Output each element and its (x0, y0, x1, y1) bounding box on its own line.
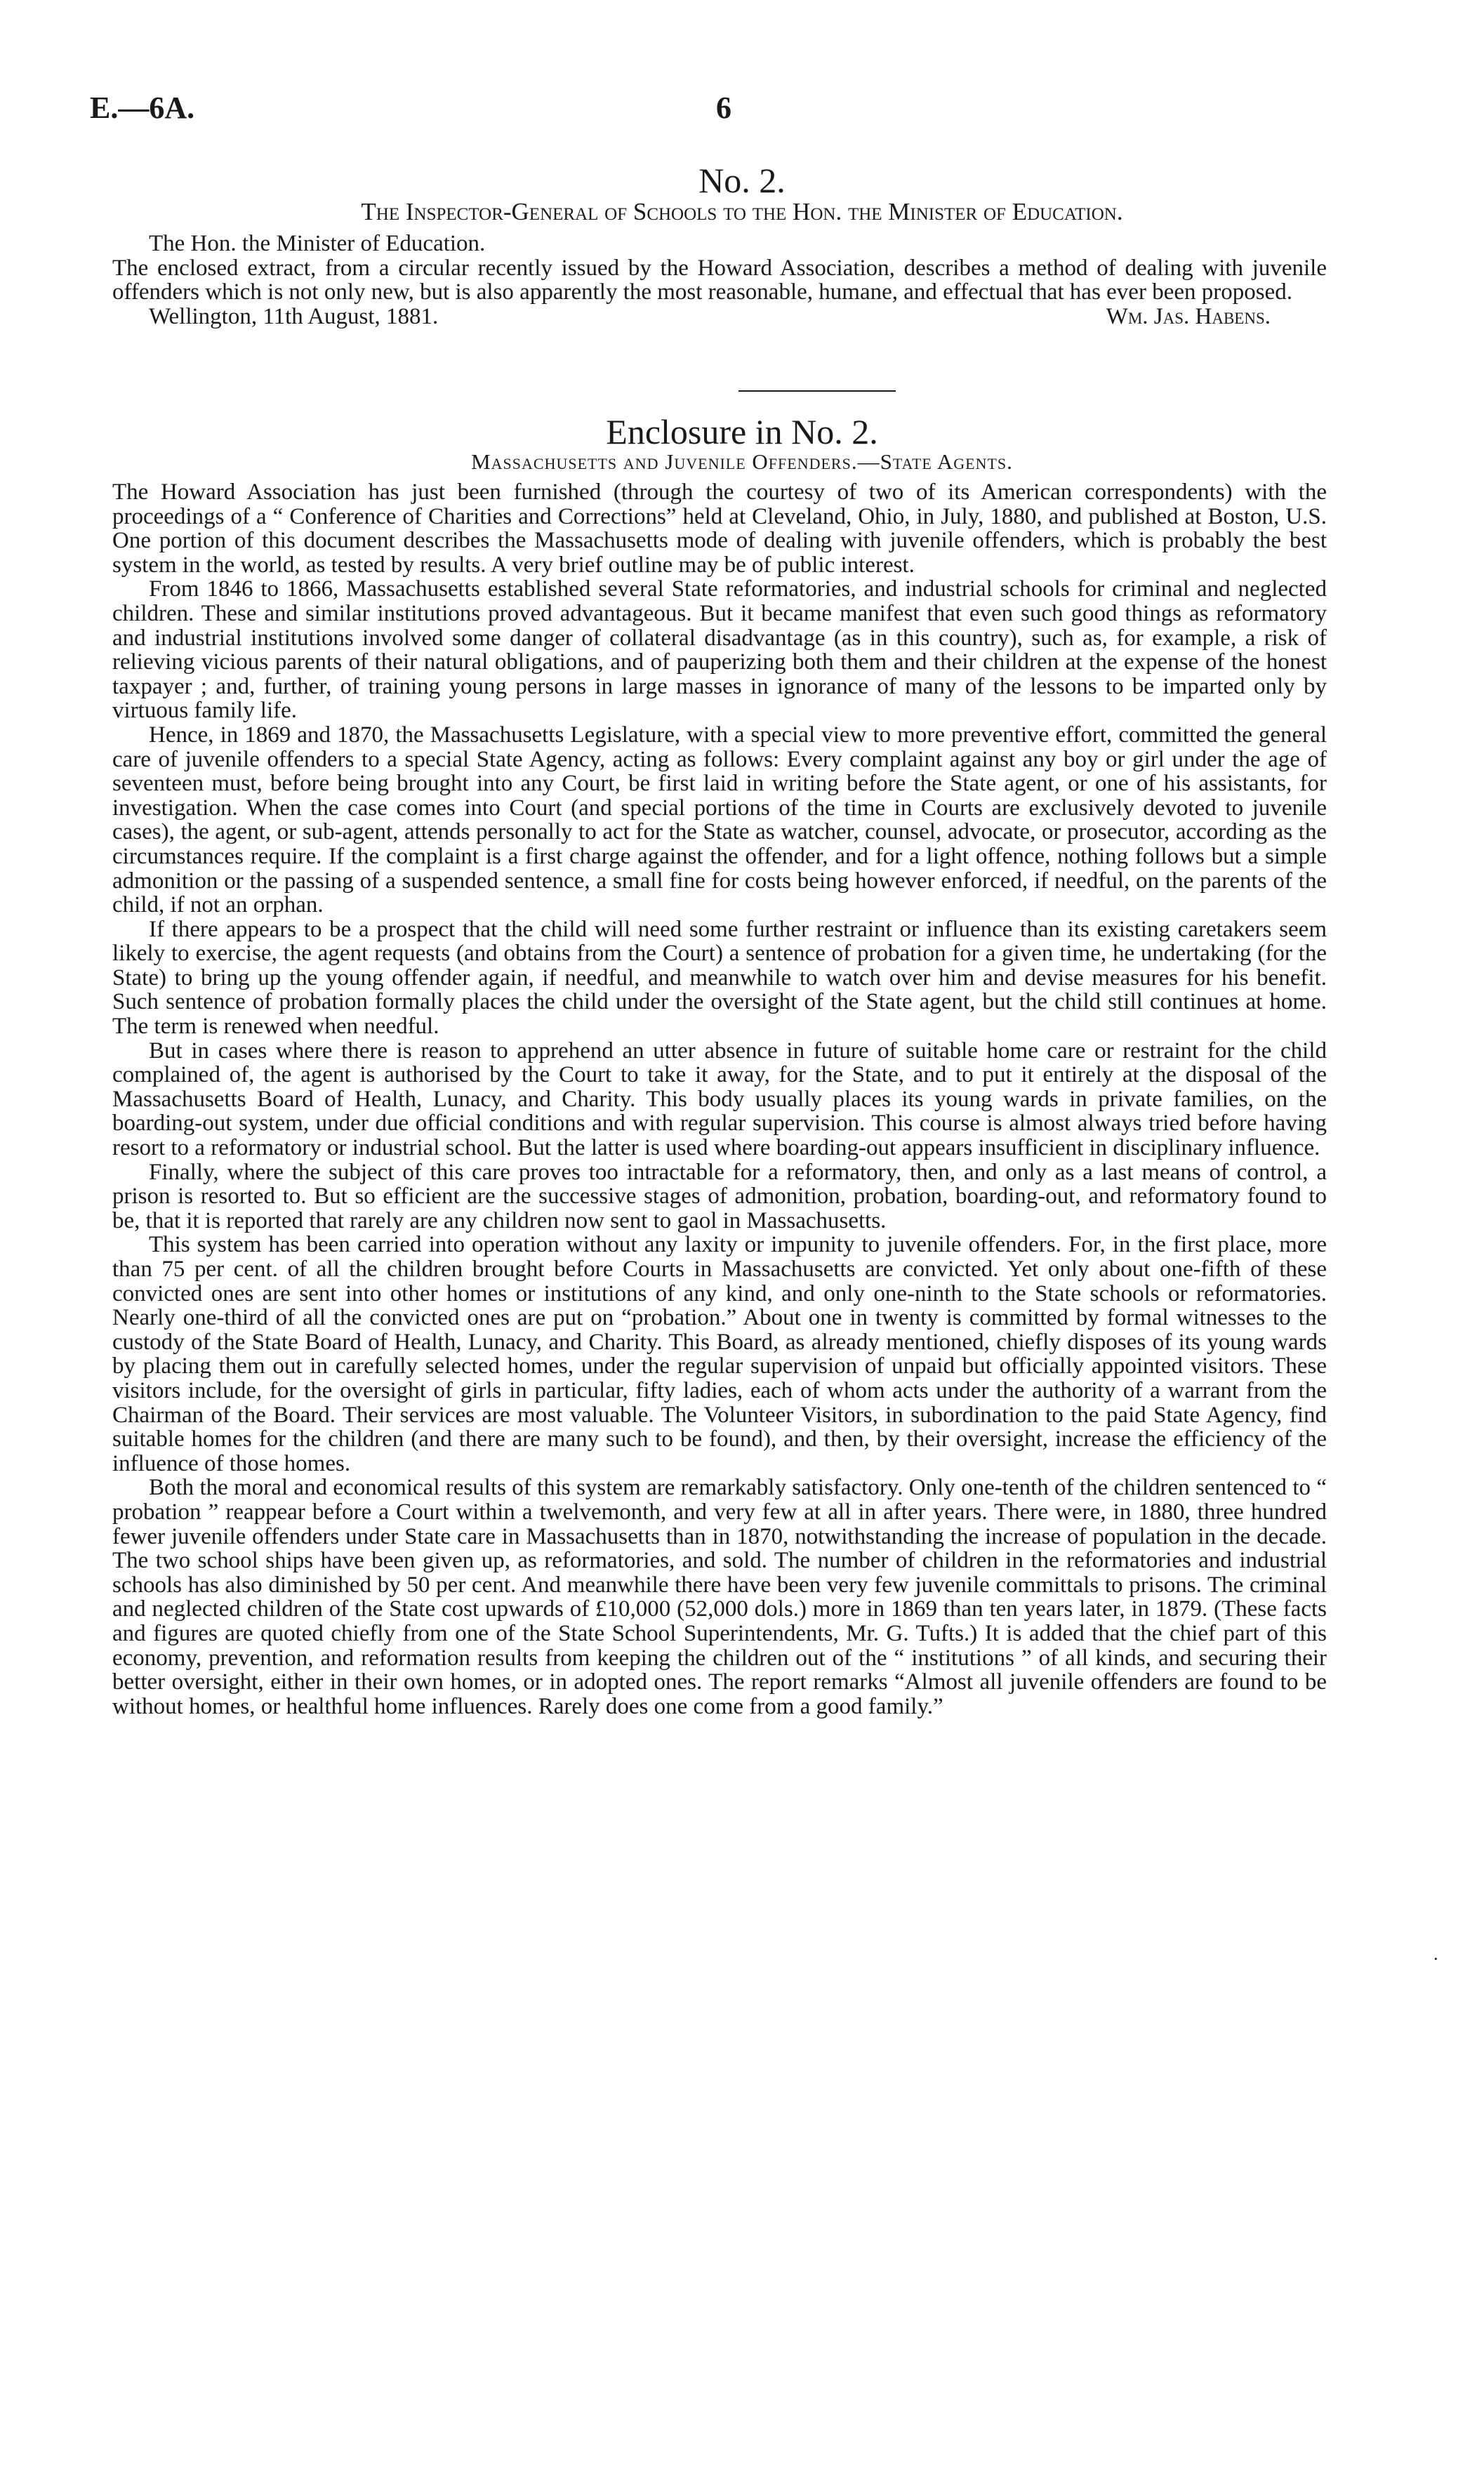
document-reference: E.—6A. (90, 91, 195, 125)
enclosure-title: Enclosure in No. 2. (606, 412, 878, 451)
enclosure-subtitle: Massachusetts and Juvenile Offenders.—State Agents. (471, 449, 1013, 474)
letter-paragraph: The enclosed extract, from a circular recently issued by the Howard Association, describes a method of dealing with juvenile offenders which is not only new, but is also apparently the most reasonable, humane, and effectual that has ever been proposed. (112, 255, 1327, 305)
letter-salutation: The Hon. the Minister of Education. (149, 231, 486, 256)
enclosure-paragraph-3: Hence, in 1869 and 1870, the Massachusetts Legislature, with a special view to more preventive effort, committed the general care of juvenile offenders to a special State Agency, acting as follows: Every complaint against any boy or girl under the age of seventeen must, before being brought into any Court, be first laid in writing before the State agent, or one of his assistants, for investigation. When the case comes into Court (and special portions of the time in Courts are exclusively devoted to juvenile cases), the agent, or sub-agent, attends personally to act for the State as watcher, counsel, advocate, or prosecutor, according as the circumstances require. If the complaint is a first charge against the offender, and for a light offence, nothing follows but a simple admonition or the passing of a suspended sentence, a small fine for costs being however enforced, if needful, on the parents of the child, if not an orphan. (112, 722, 1327, 918)
enclosure-paragraph-1: The Howard Association has just been furnished (through the courtesy of two of its American correspondents) with the proceedings of a “ Conference of Charities and Corrections” held at Cleveland, Ohio, in July, 1880, and published at Boston, U.S. One portion of this document describes the Massachusetts mode of dealing with juvenile offenders, which is probably the best system in the world, as tested by results. A very brief outline may be of public interest. (112, 479, 1327, 578)
section-divider (738, 390, 896, 392)
letter-signoff (112, 305, 1327, 330)
letter-number: No. 2. (698, 161, 786, 200)
enclosure-body (112, 480, 1327, 1718)
letter-address-line: The Inspector-General of Schools to the Hon. the Minister of Education. (361, 198, 1123, 225)
letter-body (112, 232, 1327, 330)
page-number: 6 (716, 91, 731, 125)
letter-signature: Wm. Jas. Habens. (1106, 303, 1271, 329)
enclosure-paragraph-5: But in cases where there is reason to apprehend an utter absence in future of suitable home care or restraint for the child complained of, the agent is authorised by the Court to take it away, for the State, and to put it entirely at the disposal of the Massachusetts Board of Health, Lunacy, and Charity. This body usually places its young wards in private families, on the boarding-out system, under due official conditions and with regular supervision. This course is almost always tried before having resort to a reformatory or industrial school. But the latter is used where boarding-out appears insufficient in disciplinary influence. (112, 1038, 1327, 1161)
enclosure-paragraph-6: Finally, where the subject of this care proves too intractable for a reformatory, then, and only as a last means of control, a prison is resorted to. But so efficient are the successive stages of admonition, probation, boarding-out, and reformatory found to be, that it is reported that rarely are any children now sent to gaol in Massachusetts. (112, 1159, 1327, 1233)
letter-place-date: Wellington, 11th August, 1881. (149, 303, 439, 329)
enclosure-paragraph-7: This system has been carried into operation without any laxity or impunity to juvenile offenders. For, in the first place, more than 75 per cent. of all the children brought before Courts in Massachusetts are convicted. Yet only about one-fifth of these convicted ones are sent into other homes or institutions of any kind, and only one-ninth to the State schools or reformatories. Nearly one-third of all the convicted ones are put on “probation.” About one in twenty is committed by formal witnesses to the custody of the State Board of Health, Lunacy, and Charity. This Board, as already mentioned, chiefly disposes of its young wards by placing them out in carefully selected homes, under the regular supervision of unpaid but officially appointed visitors. These visitors include, for the oversight of girls in particular, fifty ladies, each of whom acts under the authority of a warrant from the Chairman of the Board. Their services are most valuable. The Volunteer Visitors, in subordination to the paid State Agency, find suitable homes for the children (and there are many such to be found), and then, by their oversight, increase the efficiency of the influence of those homes. (112, 1232, 1327, 1476)
enclosure-paragraph-8: Both the moral and economical results of this system are remarkably satisfactory. Only one-tenth of the children sentenced to “ probation ” reappear before a Court within a twelvemonth, and very few at all in after years. There were, in 1880, three hundred fewer juvenile offenders under State care in Massachusetts than in 1870, notwithstanding the increase of population in the decade. The two school ships have been given up, as reformatories, and sold. The number of children in the reformatories and industrial schools has also diminished by 50 per cent. And meanwhile there have been very few juvenile committals to prisons. The criminal and neglected children of the State cost upwards of £10,000 (52,000 dols.) more in 1869 than ten years later, in 1879. (These facts and figures are quoted chiefly from one of the State School Superintendents, Mr. G. Tufts.) It is added that the chief part of this economy, prevention, and reformation results from keeping the children out of the “ institutions ” of all kinds, and securing their better oversight, either in their own homes, or in adopted ones. The report remarks “Almost all juvenile offenders are found to be without homes, or healthful home influences. Rarely does one come from a good family.” (112, 1475, 1327, 1719)
enclosure-paragraph-4: If there appears to be a prospect that the child will need some further restraint or influence than its existing caretakers seem likely to exercise, the agent requests (and obtains from the Court) a sentence of probation for a given time, he undertaking (for the State) to bring up the young offender again, if needful, and meanwhile to watch over him and devise measures for his benefit. Such sentence of probation formally places the child under the oversight of the State agent, but the child still continues at home. The term is renewed when needful. (112, 916, 1327, 1040)
margin-mark: · (1433, 1949, 1439, 1969)
enclosure-paragraph-2: From 1846 to 1866, Massachusetts established several State reformatories, and industrial schools for criminal and neglected children. These and similar institutions proved advantageous. But it became manifest that even such good things as reformatory and industrial institutions involved some danger of collateral disadvantage (as in this country), such as, for example, a risk of relieving vicious parents of their natural obligations, and of pauperizing both them and their children at the expense of the honest taxpayer ; and, further, of training young persons in large masses in ignorance of many of the lessons to be imparted only by virtuous family life. (112, 576, 1327, 724)
